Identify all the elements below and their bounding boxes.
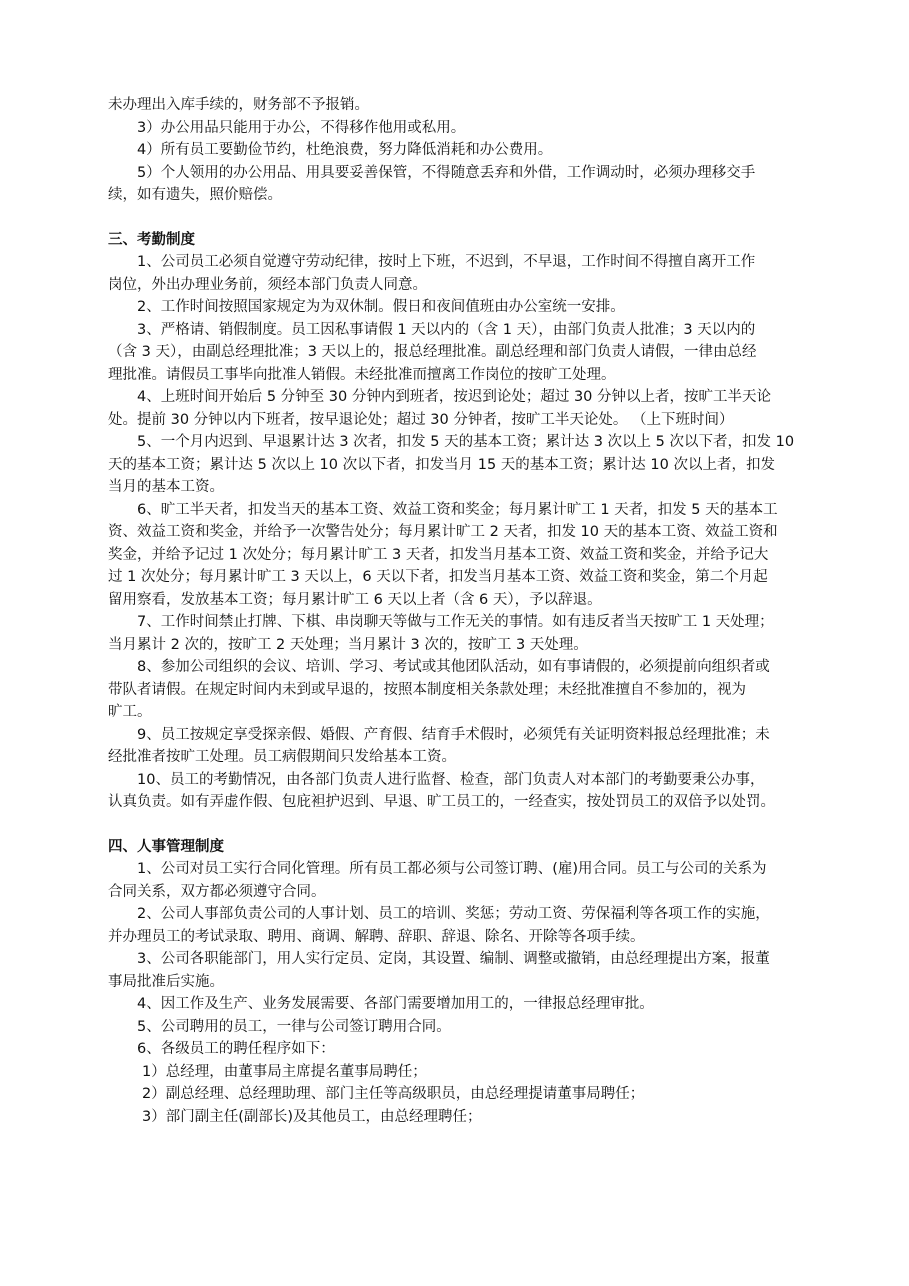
paragraph: 9、员工按规定享受探亲假、婚假、产育假、结育手术假时，必须凭有关证明资料报总经理批准；未 [137, 726, 770, 743]
paragraph: 6、旷工半天者，扣发当天的基本工资、效益工资和奖金；每月累计旷工 1 天者，扣发 5 天的基本工 [137, 501, 778, 518]
document-body [108, 94, 826, 1128]
list-item: 3）部门副主任(副部长)及其他员工，由总经理聘任； [142, 1108, 482, 1125]
paragraph: 6、各级员工的聘任程序如下： [137, 1041, 335, 1057]
paragraph-continuation: 当月的基本工资。 [108, 479, 224, 495]
paragraph-continuation: 带队者请假。在规定时间内未到或早退的，按照本制度相关条款处理；未经批准擅自不参加的，视为 [108, 681, 746, 698]
paragraph-continuation: 旷工。 [108, 704, 152, 720]
paragraph-continuation: 天的基本工资；累计达 5 次以上 10 次以下者，扣发当月 15 天的基本工资；累计达 10 次以上者，扣发 [108, 456, 775, 473]
paragraph-continuation: 岗位，外出办理业务前，须经本部门负责人同意。 [108, 276, 427, 293]
paragraph: 10、员工的考勤情况，由各部门负责人进行监督、检查，部门负责人对本部门的考勤要秉公办事， [137, 771, 765, 788]
paragraph: 2、公司人事部负责公司的人事计划、员工的培训、奖惩；劳动工资、劳保福利等各项工作的实施， [137, 906, 770, 922]
paragraph: 4、因工作及生产、业务发展需要、各部门需要增加用工的，一律报总经理审批。 [137, 996, 654, 1012]
section-heading-personnel: 四、人事管理制度 [108, 838, 224, 855]
paragraph: 2、工作时间按照国家规定为为双休制。假日和夜间值班由办公室统一安排。 [137, 299, 625, 315]
list-item: 5）个人领用的办公用品、用具要妥善保管，不得随意丢弃和外借，工作调动时，必须办理移交手 [137, 164, 756, 181]
paragraph-continuation: 合同关系，双方都必须遵守合同。 [108, 883, 326, 900]
list-item: 3）办公用品只能用于办公，不得移作他用或私用。 [137, 119, 466, 136]
list-item: 2）副总经理、总经理助理、部门主任等高级职员，由总经理提请董事局聘任； [142, 1086, 645, 1102]
paragraph-continuation: 奖金，并给予记过 1 次处分；每月累计旷工 3 天者，扣发当月基本工资、效益工资和奖金，并给予记大 [108, 546, 769, 563]
paragraph-continuation: 理批准。请假员工事毕向批准人销假。未经批准而擅离工作岗位的按旷工处理。 [108, 366, 616, 383]
paragraph: 8、参加公司组织的会议、培训、学习、考试或其他团队活动，如有事请假的，必须提前向组织者或 [137, 659, 770, 675]
paragraph-continuation: 过 1 次处分；每月累计旷工 3 天以上，6 天以下者，扣发当月基本工资、效益工资和奖金，第二个月起 [108, 569, 768, 585]
paragraph-continuation: （含 3 天），由副总经理批准；3 天以上的，报总经理批准。副总经理和部门负责人请假，一律由总经 [108, 344, 757, 360]
paragraph: 3、公司各职能部门，用人实行定员、定岗，其设置、编制、调整或撤销，由总经理提出方案，报董 [137, 951, 770, 967]
section-heading-attendance: 三、考勤制度 [108, 231, 195, 248]
paragraph-continuation: 事局批准后实施。 [108, 973, 224, 990]
paragraph: 3、严格请、销假制度。员工因私事请假 1 天以内的（含 1 天），由部门负责人批准；3 天以内的 [137, 321, 756, 338]
paragraph: 5、一个月内迟到、早退累计达 3 次者，扣发 5 天的基本工资；累计达 3 次以上 5 次以下者，扣发 10 [137, 434, 795, 450]
paragraph-continuation: 认真负责。如有弄虚作假、包庇袒护迟到、早退、旷工员工的，一经查实，按处罚员工的双倍予以处罚。 [108, 794, 775, 810]
list-item: 4）所有员工要勤俭节约，杜绝浪费，努力降低消耗和办公费用。 [137, 142, 553, 158]
list-item-continuation: 续，如有遗失，照价赔偿。 [108, 187, 282, 203]
paragraph: 5、公司聘用的员工，一律与公司签订聘用合同。 [137, 1018, 451, 1035]
paragraph-continuation: 经批准者按旷工处理。员工病假期间只发给基本工资。 [108, 749, 456, 765]
paragraph: 4、上班时间开始后 5 分钟至 30 分钟内到班者，按迟到论处；超过 30 分钟以上者，按旷工半天论 [137, 389, 772, 405]
section-gap [108, 814, 826, 836]
paragraph-continuation: 当月累计 2 次的，按旷工 2 天处理；当月累计 3 次的，按旷工 3 天处理。 [108, 636, 588, 653]
text-line: 未办理出入库手续的，财务部不予报销。 [108, 97, 369, 113]
paragraph: 7、工作时间禁止打牌、下棋、串岗聊天等做与工作无关的事情。如有违反者当天按旷工 1 天处理； [137, 614, 774, 630]
paragraph-continuation: 处。提前 30 分钟以内下班者，按早退论处；超过 30 分钟者，按旷工半天论处。 （上下班时间） [108, 411, 734, 428]
paragraph-continuation: 并办理员工的考试录取、聘用、商调、解聘、辞职、辞退、除名、开除等各项手续。 [108, 928, 645, 945]
list-item: 1）总经理，由董事局主席提名董事局聘任； [142, 1063, 427, 1080]
paragraph-continuation: 留用察看，发放基本工资；每月累计旷工 6 天以上者（含 6 天），予以辞退。 [108, 591, 602, 608]
paragraph: 1、公司对员工实行合同化管理。所有员工都必须与公司签订聘、(雇)用合同。员工与公司的关系为 [137, 861, 767, 877]
paragraph: 1、公司员工必须自觉遵守劳动纪律，按时上下班，不迟到，不早退，工作时间不得擅自离开工作 [137, 254, 756, 270]
paragraph-continuation: 资、效益工资和奖金，并给予一次警告处分；每月累计旷工 2 天者，扣发 10 天的基本工资、效益工资和 [108, 524, 778, 540]
section-gap [108, 207, 826, 229]
